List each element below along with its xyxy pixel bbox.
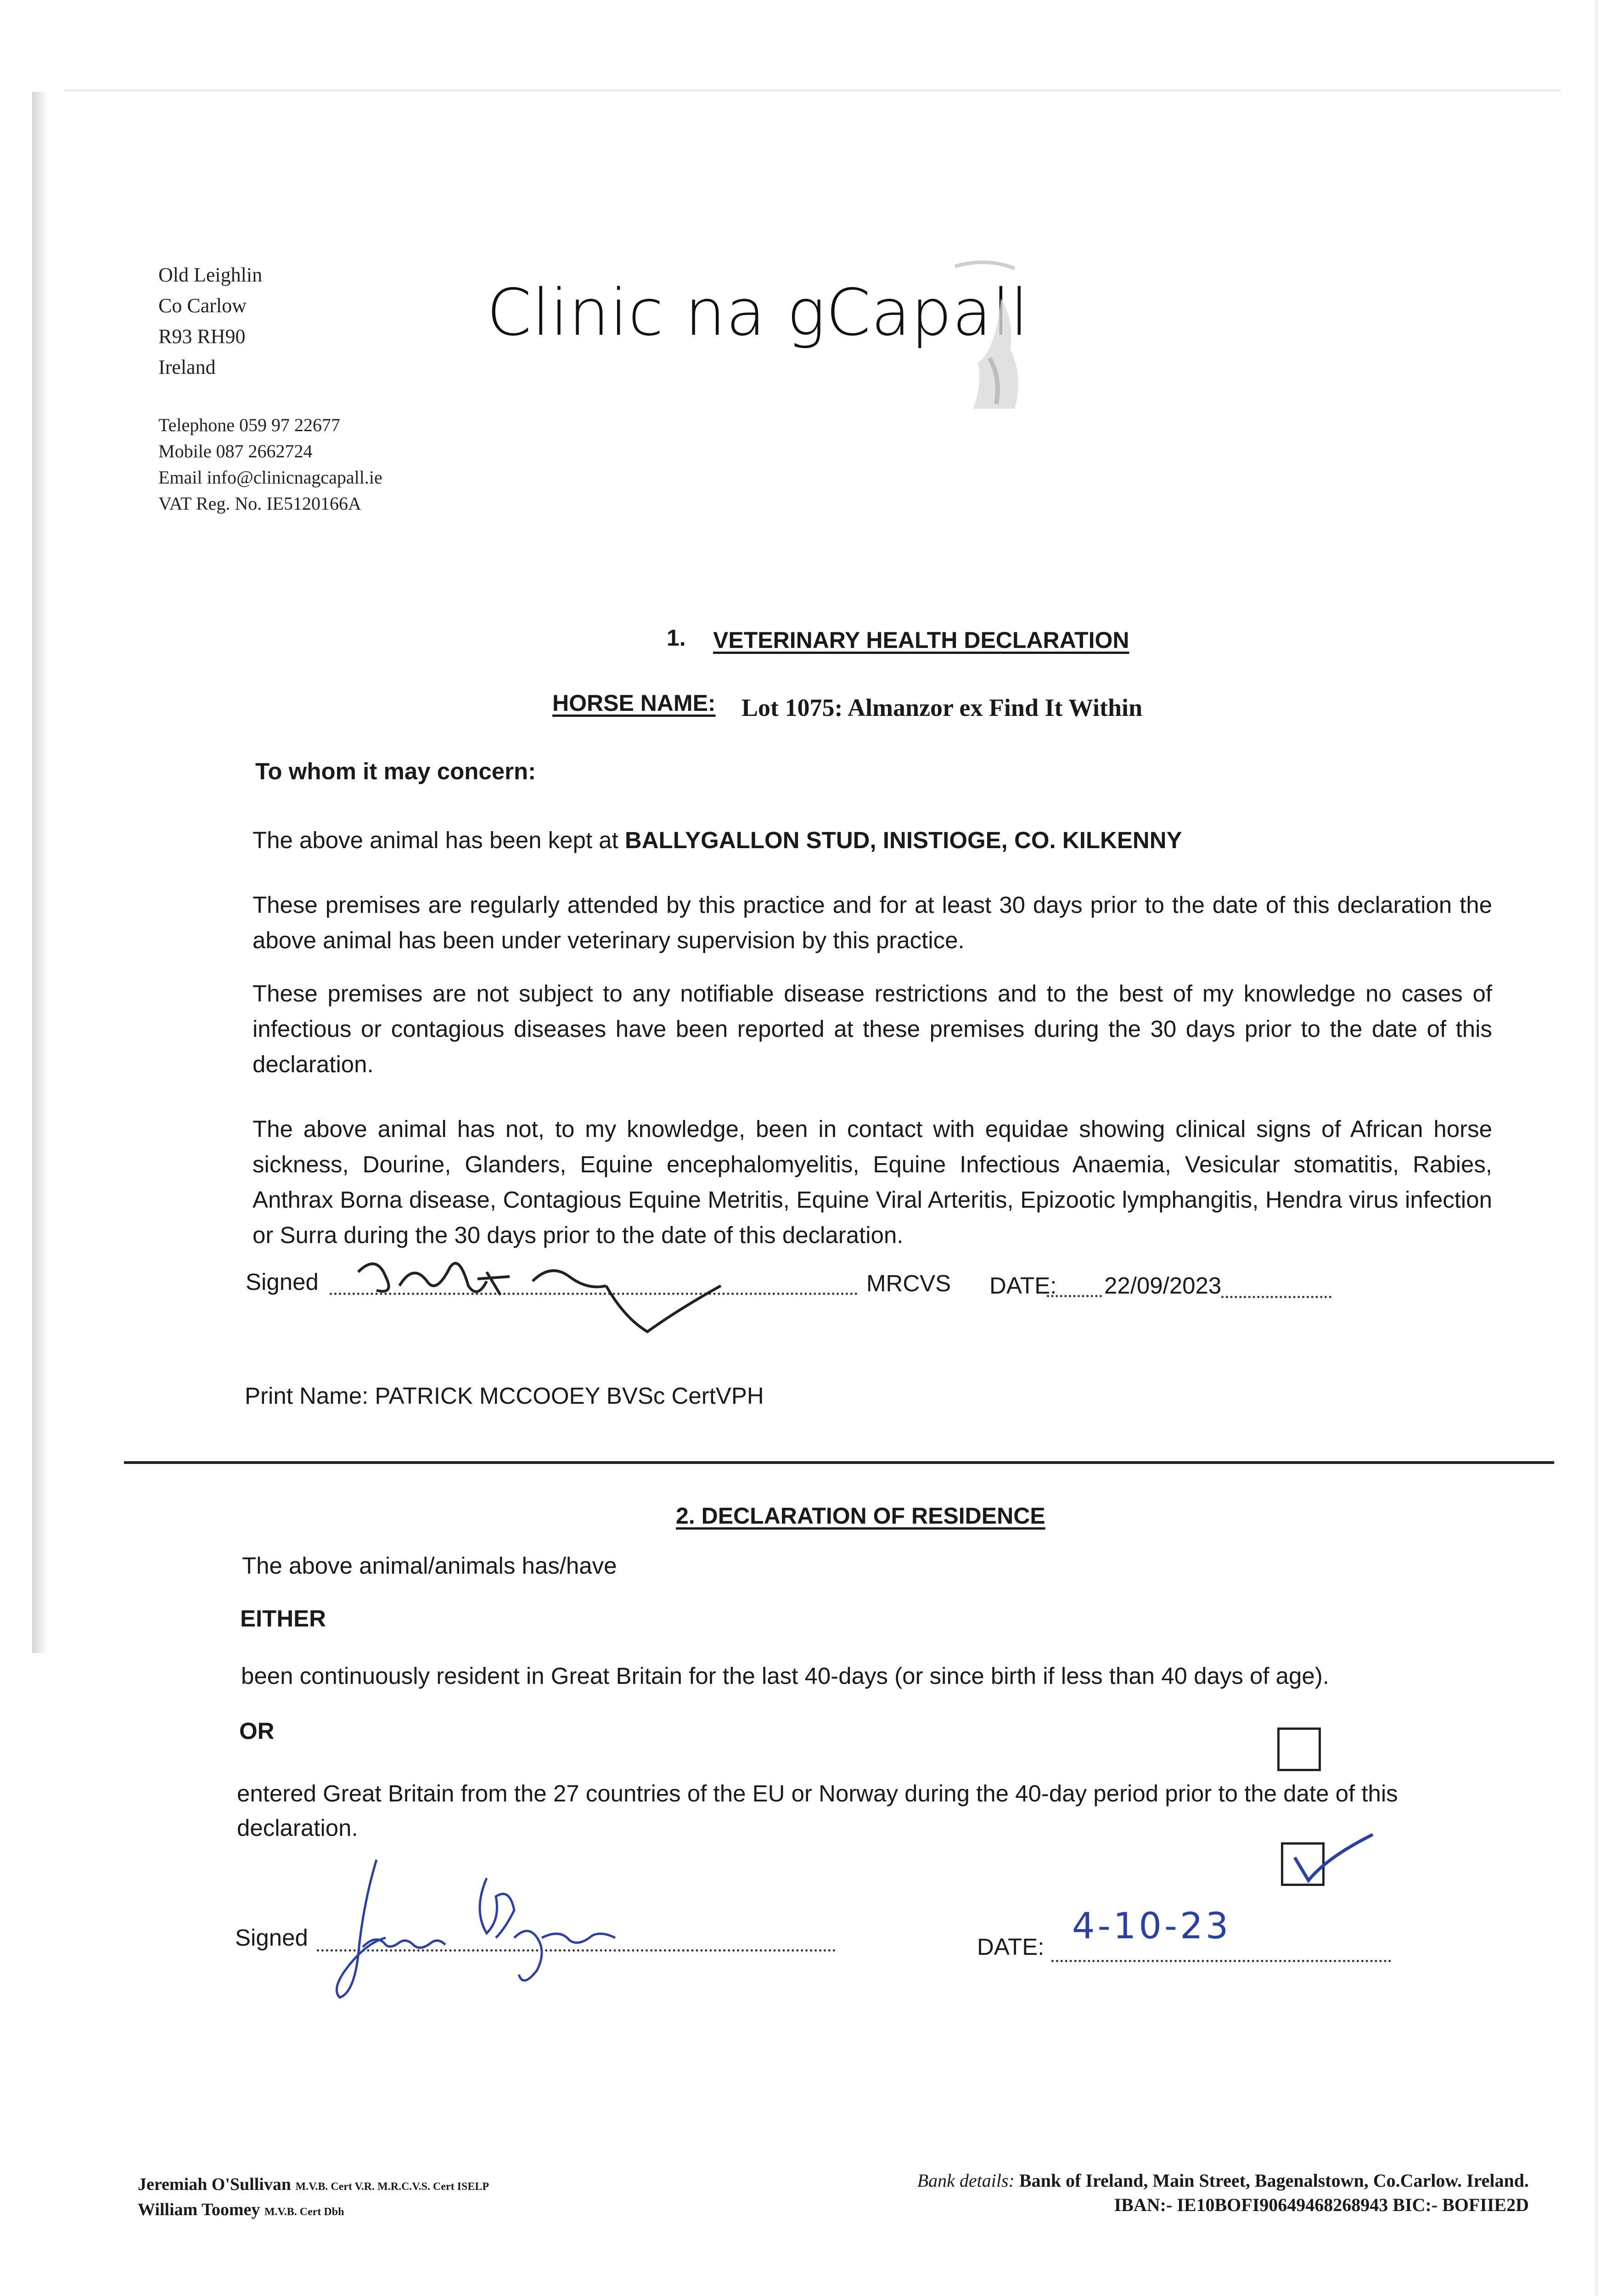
bank-label: Bank details: [917,2170,1015,2191]
handwritten-date: 4-10-23 [1072,1906,1231,1947]
footer-vet-2 [138,2200,344,2220]
checkbox-option-1[interactable] [1277,1728,1321,1771]
either-label: EITHER [240,1605,326,1632]
scan-edge-shadow [32,92,48,1653]
check-mark-icon [1281,1830,1377,1890]
address-line: Co Carlow [158,294,247,317]
date-line-2 [1051,1960,1391,1962]
footer-bank-details [753,2170,1529,2191]
scan-edge-shadow-right [1593,0,1598,2296]
residence-option-1: been continuously resident in Great Britain for the last 40-days (or since birth if less than 40 days of age). [241,1663,1329,1689]
vet-quals-1: M.V.B. Cert V.R. M.R.C.V.S. Cert ISELP [295,2181,489,2193]
salutation: To whom it may concern: [255,758,536,784]
or-label: OR [239,1718,275,1744]
section-title: VETERINARY HEALTH DECLARATION [713,627,1129,653]
section-divider [124,1461,1554,1464]
iban: IBAN:- IE10BOFI90649468268943 [1114,2195,1388,2215]
print-name: Print Name: PATRICK MCCOOEY BVSc CertVPH [245,1383,764,1409]
vet-name-1: Jeremiah O'Sullivan [138,2175,291,2194]
horse-logo-icon [946,257,1038,418]
kept-at-prefix: The above animal has been kept at [253,827,625,853]
vet-name-2: William Toomey [138,2200,260,2219]
kept-at-location: BALLYGALLON STUD, INISTIOGE, CO. KILKENNY [624,827,1182,853]
date-label-2: DATE: [977,1934,1045,1960]
footer-iban-bic [753,2194,1529,2216]
paragraph-supervision: These premises are regularly attended by this practice and for at least 30 days prior to the date of this declaration the above animal has been under veterinary supervision by this practice. [253,892,1492,953]
horse-name-value: Lot 1075: Almanzor ex Find It Within [741,694,1143,721]
telephone: Telephone 059 97 22677 [158,415,341,435]
paragraph-disease-restrictions: These premises are not subject to any notifiable disease restrictions and to the best of my knowledge no cases of infectious or contagious diseases have been reported at these premises during the 30 days prior to the date of this declaration. [253,980,1492,1077]
vat-number: VAT Reg. No. IE5120166A [158,493,361,514]
bic: BIC:- BOFIIE2D [1393,2195,1529,2215]
kept-at-statement [253,827,1182,854]
clinic-name: Clinic na gCapall [487,276,1029,350]
horse-name-label: HORSE NAME: [552,690,716,716]
date-label: DATE: [989,1272,1057,1299]
section2-title: 2. DECLARATION OF RESIDENCE [676,1503,1045,1529]
paragraph-contact-disease: The above animal has not, to my knowledge, been in contact with equidae showing clinical signs of African horse sickness, Dourine, Glanders, Equine encephalomyelitis, Equine Infectious Anaemia, Vesicular stomatitis, Rabies, Anthrax Borna disease, Contagious Equine Metritis, Equine Viral Arteritis, Epizootic lymphangitis, Hendra virus infection or Surra during the 30 days prior to the date of this declaration. [253,1116,1492,1248]
address-line: Ireland [158,356,216,378]
scan-edge-top [64,90,1561,91]
owner-signature [321,1851,624,2007]
vet-signature [349,1244,762,1336]
mobile: Mobile 087 2662724 [158,441,313,461]
section-number: 1. [667,625,686,651]
address-line: R93 RH90 [158,325,246,348]
signed-label: Signed [246,1269,319,1295]
residence-option-2: entered Great Britain from the 27 countries of the EU or Norway during the 40-day period prior to the date of this declaration. [237,1780,1398,1841]
date-line [1047,1295,1102,1297]
date-value: 22/09/2023 [1104,1272,1222,1299]
date-line [1221,1296,1331,1298]
email: Email info@clinicnagcapall.ie [158,467,382,488]
bank-value: Bank of Ireland, Main Street, Bagenalstown, Co.Carlow. Ireland. [1019,2170,1529,2191]
residence-intro: The above animal/animals has/have [242,1553,617,1579]
vet-quals-2: M.V.B. Cert Dbh [264,2206,344,2218]
address-line: Old Leighlin [158,264,263,286]
signed-label-2: Signed [235,1925,308,1951]
mrcvs-label: MRCVS [866,1270,951,1296]
footer-vet-1 [138,2174,489,2195]
